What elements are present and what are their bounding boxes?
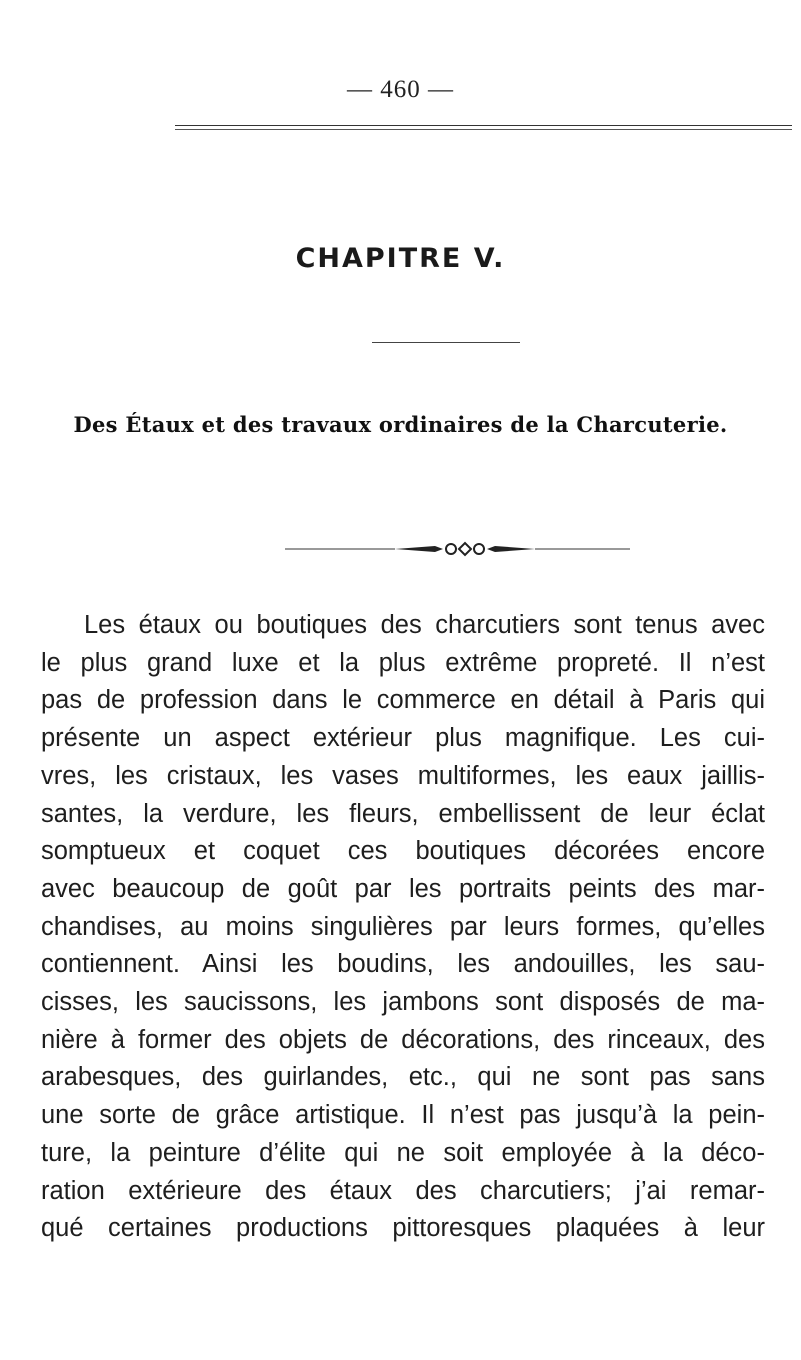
text-line: présente un aspect extérieur plus magnifique. Les cui- — [41, 724, 765, 753]
chapter-title: CHAPITRE V. — [295, 243, 506, 274]
text-line: contiennent. Ainsi les boudins, les andouilles, les sau- — [41, 950, 765, 979]
text-line: somptueux et coquet ces boutiques décorées encore — [41, 837, 765, 866]
chapter-divider — [372, 342, 520, 343]
body-paragraph — [41, 607, 765, 1248]
text-line: une sorte de grâce artistique. Il n’est pas jusqu’à la pein- — [41, 1101, 765, 1130]
text-line: vres, les cristaux, les vases multiformes, les eaux jaillis- — [41, 761, 765, 790]
text-line: ture, la peinture d’élite qui ne soit employée à la déco- — [41, 1138, 765, 1167]
text-line: chandises, au moins singulières par leurs formes, qu’elles — [41, 912, 765, 941]
text-line: qué certaines productions pittoresques plaquées à leur — [41, 1214, 765, 1243]
text-line: le plus grand luxe et la plus extrême propreté. Il n’est — [41, 648, 765, 677]
section-title: Des Étaux et des travaux ordinaires de la Charcuterie. — [73, 412, 728, 437]
text-line: avec beaucoup de goût par les portraits peints des mar- — [41, 874, 765, 903]
text-line: cisses, les saucissons, les jambons sont disposés de ma- — [41, 988, 765, 1017]
header-rule — [175, 125, 792, 130]
text-line: santes, la verdure, les fleurs, embellissent de leur éclat — [41, 799, 765, 828]
text-line: arabesques, des guirlandes, etc., qui ne sont pas sans — [41, 1063, 765, 1092]
text-line: nière à former des objets de décorations, des rinceaux, des — [41, 1025, 765, 1054]
page-number: — 460 — — [347, 76, 454, 103]
text-line: pas de profession dans le commerce en détail à Paris qui — [41, 686, 765, 715]
text-line: Les étaux ou boutiques des charcutiers sont tenus avec — [84, 611, 765, 639]
text-line: ration extérieure des étaux des charcutiers; j’ai remar- — [41, 1176, 765, 1205]
decorative-ornament-icon — [285, 538, 630, 560]
